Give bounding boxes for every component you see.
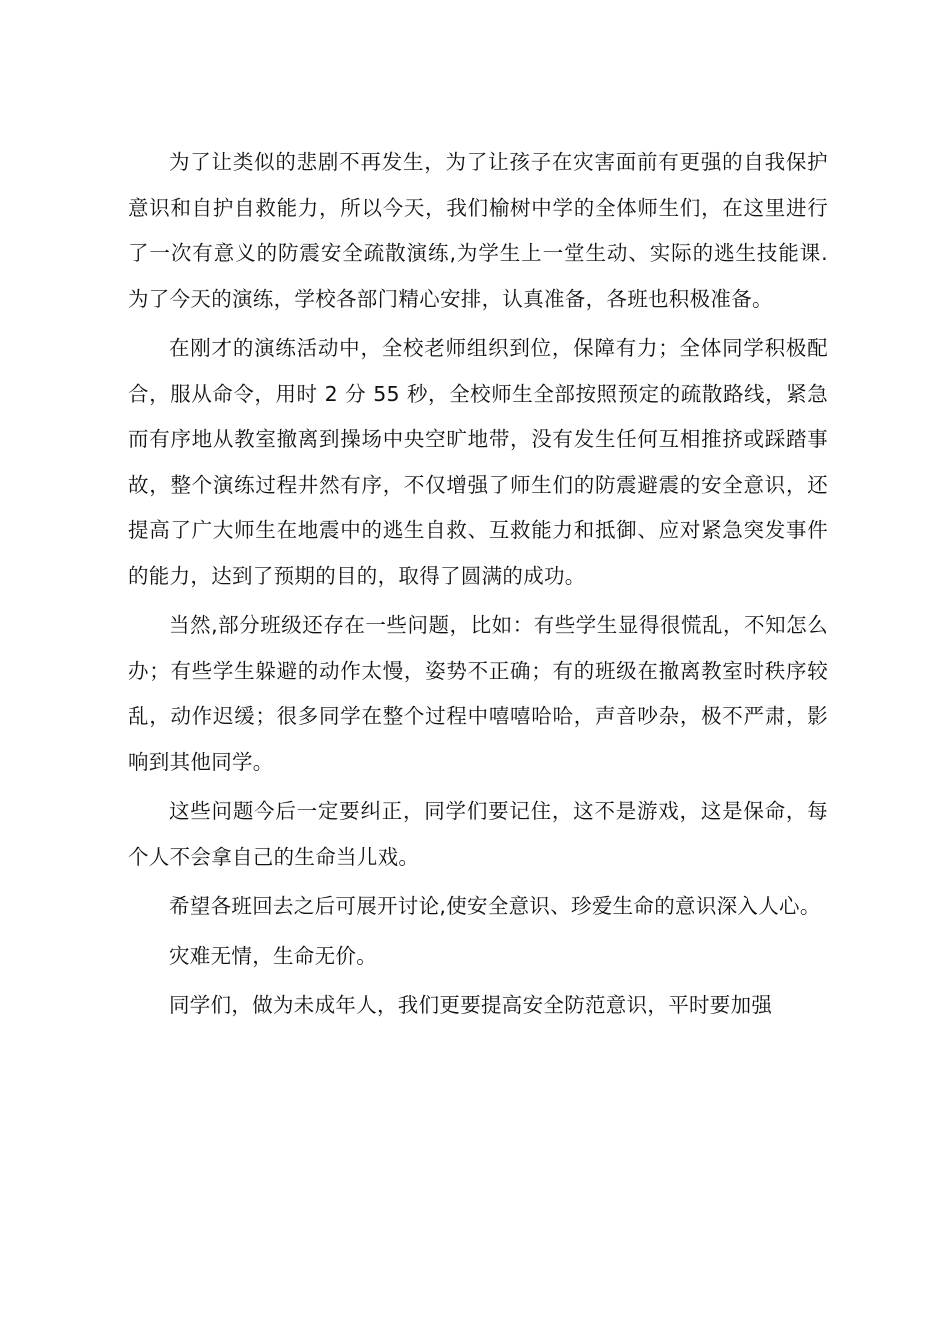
paragraph-6: 灾难无情，生命无价。 [169,943,377,968]
paragraph-5: 希望各班回去之后可展开讨论,使安全意识、珍爱生命的意识深入人心。 [169,894,821,918]
paragraph-4: 这些问题今后一定要纠正，同学们要记住，这不是游戏，这是保命，每个人不会拿自己的生命当儿戏。 [128,799,828,869]
paragraph-1: 为了让类似的悲剧不再发生，为了让孩子在灾害面前有更强的自我保护意识和自护自救能力，所以今天，我们榆树中学的全体师生们，在这里进行了一次有意义的防震安全疏散演练,为学生上一堂生动、实际的逃生技能课.为了今天的演练，学校各部门精心安排，认真准备，各班也积极准备。 [128,150,828,311]
paragraph-7: 同学们，做为未成年人，我们更要提高安全防范意识，平时要加强 [169,993,773,1017]
document-body [128,140,828,1029]
paragraph-3: 当然,部分班级还存在一些问题，比如：有些学生显得很慌乱，不知怎么办；有些学生躲避的动作太慢，姿势不正确；有的班级在撤离教室时秩序较乱，动作迟缓；很多同学在整个过程中嘻嘻哈哈，声音吵杂，极不严肃，影响到其他同学。 [128,613,828,774]
paragraph-2: 在刚才的演练活动中，全校老师组织到位，保障有力；全体同学积极配合，服从命令，用时 2 分 55 秒，全校师生全部按照预定的疏散路线，紧急而有序地从教室撤离到操场中央空旷地带，没有发生任何互相推挤或踩踏事故，整个演练过程井然有序，不仅增强了师生们的防震避震的安全意识，还提高了广大师生在地震中的逃生自救、互救能力和抵御、应对紧急突发事件的能力，达到了预期的目的，取得了圆满的成功。 [128,336,828,588]
